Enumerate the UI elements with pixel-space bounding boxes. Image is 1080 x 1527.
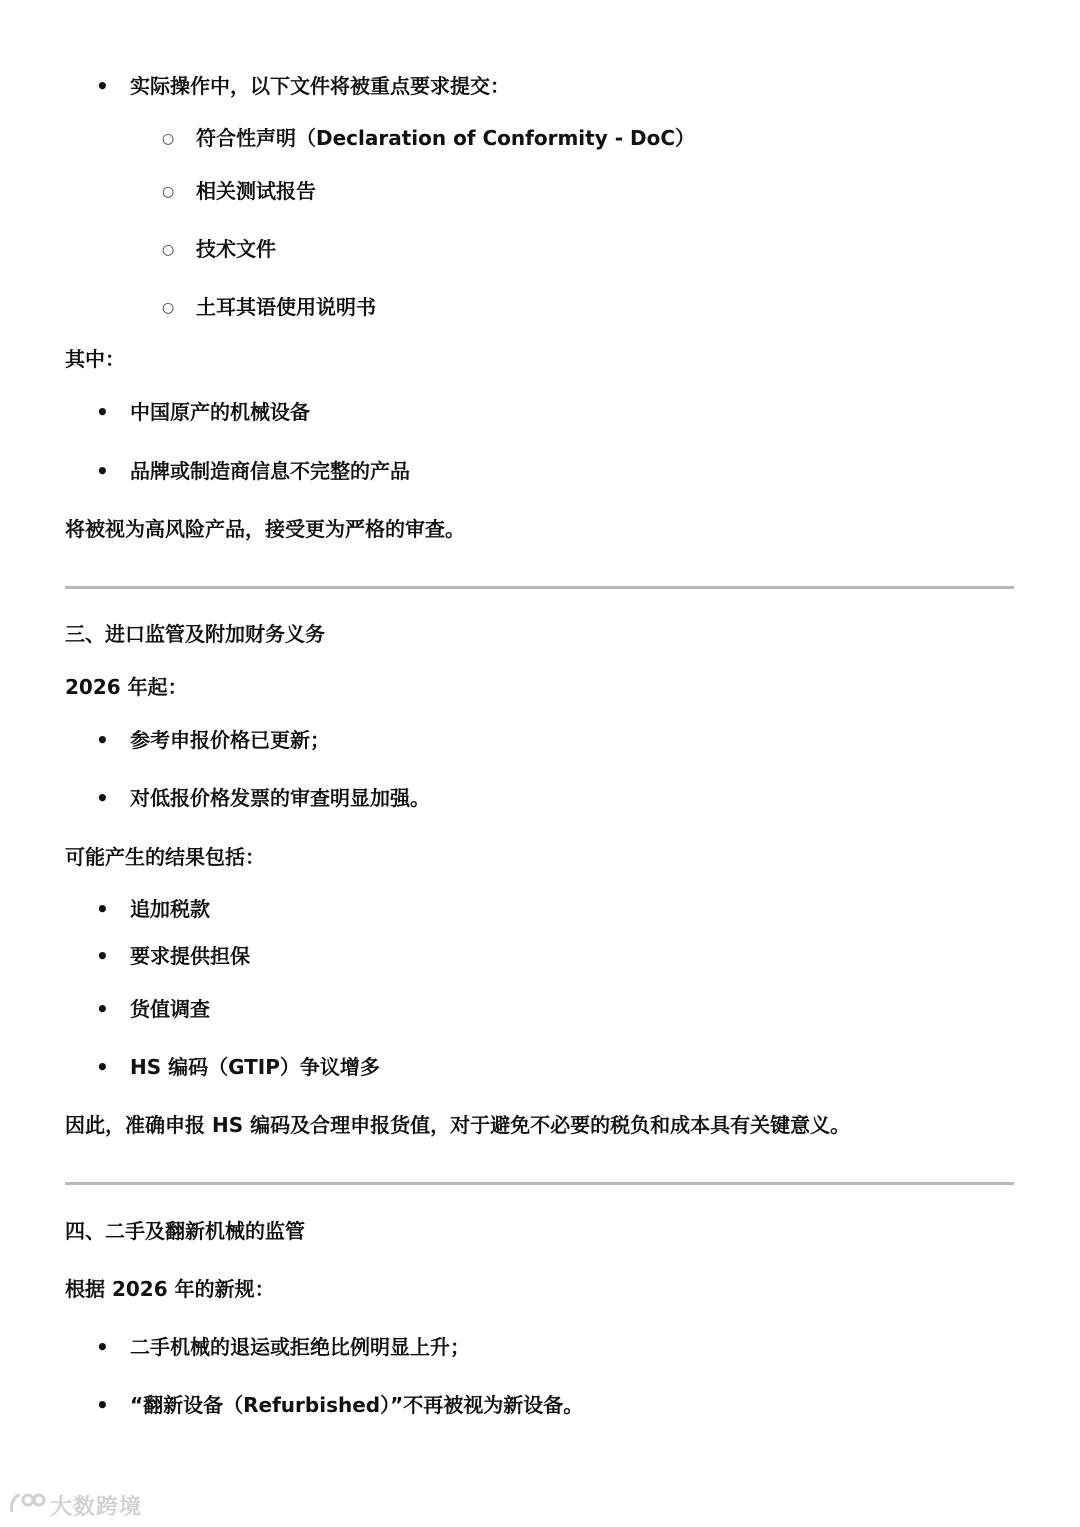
bullet-icon: • [96, 786, 109, 810]
bullet-icon: • [96, 1055, 109, 1079]
list-item: • HS 编码（GTIP）争议增多 [96, 1055, 380, 1079]
section-heading: 三、进口监管及附加财务义务 [65, 622, 325, 646]
paragraph-label: 2026 年起： [65, 675, 188, 699]
bullet-icon: • [96, 997, 109, 1021]
list-item: • 货值调查 [96, 997, 210, 1021]
circle-bullet-icon: ○ [162, 242, 175, 258]
circle-bullet-icon: ○ [162, 184, 175, 200]
list-item: ○ 相关测试报告 [162, 179, 316, 203]
list-item: • 参考申报价格已更新； [96, 728, 330, 752]
circle-bullet-icon: ○ [162, 131, 175, 147]
bullet-icon: • [96, 944, 109, 968]
bullet-icon: • [96, 459, 109, 483]
list-item: • 要求提供担保 [96, 944, 250, 968]
list-item: ○ 技术文件 [162, 237, 276, 261]
circle-bullet-icon: ○ [162, 300, 175, 316]
list-item: ○ 符合性声明（Declaration of Conformity - DoC） [162, 126, 695, 150]
list-item: • 品牌或制造商信息不完整的产品 [96, 459, 410, 483]
list-item: ○ 土耳其语使用说明书 [162, 295, 376, 319]
section-heading: 四、二手及翻新机械的监管 [65, 1219, 305, 1243]
list-item: • 实际操作中，以下文件将被重点要求提交： [96, 74, 510, 98]
bullet-icon: • [96, 400, 109, 424]
paragraph: 因此，准确申报 HS 编码及合理申报货值，对于避免不必要的税负和成本具有关键意义。 [65, 1113, 851, 1137]
list-item: • 中国原产的机械设备 [96, 400, 310, 424]
paragraph-label: 可能产生的结果包括： [65, 845, 265, 869]
list-item: • 对低报价格发票的审查明显加强。 [96, 786, 430, 810]
logo-icon [8, 1492, 50, 1520]
bullet-icon: • [96, 728, 109, 752]
divider [65, 1182, 1014, 1185]
list-item: • 二手机械的退运或拒绝比例明显上升； [96, 1335, 470, 1359]
list-item: • 追加税款 [96, 897, 210, 921]
bullet-icon: • [96, 74, 109, 98]
paragraph-label: 根据 2026 年的新规： [65, 1277, 275, 1301]
bullet-icon: • [96, 897, 109, 921]
paragraph: 将被视为高风险产品，接受更为严格的审查。 [65, 517, 465, 541]
bullet-icon: • [96, 1335, 109, 1359]
divider [65, 586, 1014, 589]
bullet-icon: • [96, 1393, 109, 1417]
paragraph-label: 其中： [65, 347, 125, 371]
list-item: • “翻新设备（Refurbished）”不再被视为新设备。 [96, 1393, 584, 1417]
watermark: 大数跨境 [8, 1490, 142, 1521]
